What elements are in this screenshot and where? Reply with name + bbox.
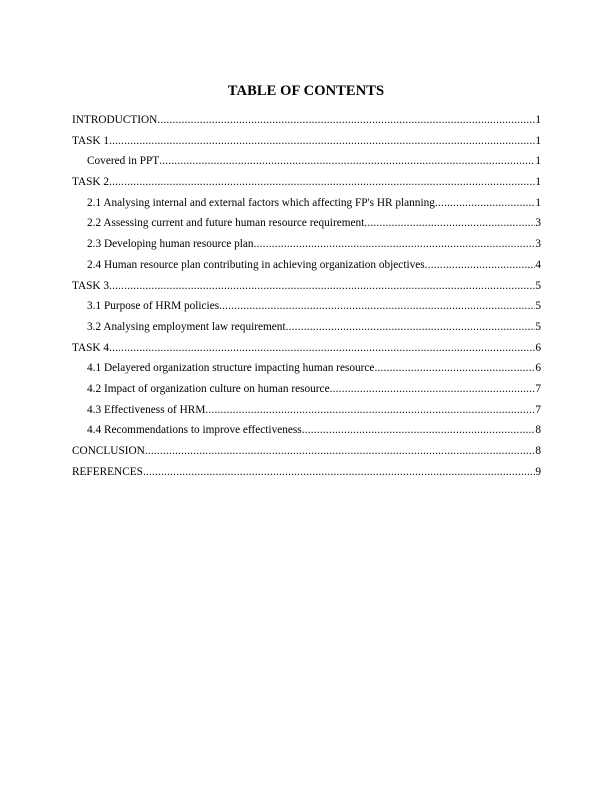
toc-entry-page: 3 — [535, 238, 541, 251]
toc-dot-leader — [205, 403, 535, 417]
toc-entry-page: 8 — [535, 445, 541, 457]
toc-entry-label: 4.2 Impact of organization culture on human resource — [87, 382, 330, 395]
toc-entry-label: 3.1 Purpose of HRM policies — [87, 300, 220, 313]
toc-entry[interactable] — [72, 279, 541, 300]
toc-entry[interactable] — [72, 465, 541, 486]
toc-entry[interactable] — [72, 403, 541, 424]
toc-title: TABLE OF CONTENTS — [227, 83, 385, 99]
toc-entry[interactable] — [72, 113, 541, 134]
toc-entry[interactable] — [72, 382, 541, 403]
toc-entry-page: 3 — [535, 217, 541, 230]
toc-entry-label: CONCLUSION — [72, 445, 145, 457]
toc-entry[interactable] — [72, 216, 541, 237]
toc-entry-page: 1 — [535, 155, 541, 168]
toc-entry-label: Covered in PPT — [87, 155, 160, 168]
toc-entry[interactable] — [72, 299, 541, 320]
toc-entry-page: 1 — [535, 134, 541, 147]
toc-dot-leader — [145, 444, 536, 458]
toc-entry-page: 5 — [535, 320, 541, 333]
toc-entry[interactable] — [72, 175, 541, 196]
toc-entry-label: TASK 3 — [72, 279, 110, 292]
toc-dot-leader — [109, 279, 535, 293]
toc-dot-leader — [435, 196, 535, 210]
toc-entry-label: 2.4 Human resource plan contributing in achieving organization objectives — [87, 258, 425, 271]
toc-dot-leader — [219, 299, 535, 313]
toc-entry-page: 8 — [535, 424, 541, 437]
toc-entry-page: 1 — [535, 176, 541, 189]
toc-entry[interactable] — [72, 444, 541, 465]
toc-entry-page: 7 — [535, 382, 541, 395]
toc-dot-leader — [109, 175, 535, 189]
toc-entry[interactable] — [72, 196, 541, 217]
toc-entry-label: 2.3 Developing human resource plan — [87, 238, 254, 251]
toc-dot-leader — [374, 361, 535, 375]
toc-dot-leader — [364, 216, 535, 230]
toc-dot-leader — [330, 382, 536, 396]
toc-entry[interactable] — [72, 423, 541, 444]
toc-dot-leader — [157, 113, 535, 127]
toc-entry-page: 1 — [535, 196, 541, 209]
toc-list — [72, 113, 541, 485]
toc-entry-label: INTRODUCTION — [72, 114, 158, 126]
toc-entry[interactable] — [72, 320, 541, 341]
toc-entry[interactable] — [72, 361, 541, 382]
toc-entry-label: TASK 1 — [72, 134, 110, 147]
toc-entry-page: 1 — [535, 114, 541, 126]
toc-entry-label: 2.2 Assessing current and future human resource requirement — [87, 217, 365, 230]
toc-entry-page: 5 — [535, 279, 541, 292]
toc-entry-page: 4 — [535, 258, 541, 271]
toc-entry-label: 3.2 Analysing employment law requirement — [87, 320, 286, 333]
toc-entry-label: REFERENCES — [72, 465, 143, 478]
toc-entry-page: 9 — [535, 465, 541, 478]
toc-entry-label: 2.1 Analysing internal and external factors which affecting FP's HR planning — [87, 196, 435, 209]
toc-dot-leader — [425, 258, 536, 272]
toc-dot-leader — [143, 465, 535, 479]
toc-dot-leader — [159, 154, 535, 168]
toc-entry-page: 5 — [535, 300, 541, 313]
toc-dot-leader — [286, 320, 536, 334]
toc-dot-leader — [109, 134, 535, 148]
toc-entry-page: 6 — [535, 362, 541, 375]
toc-dot-leader — [302, 423, 536, 437]
toc-entry[interactable] — [72, 258, 541, 279]
toc-entry[interactable] — [72, 237, 541, 258]
toc-entry-page: 7 — [535, 403, 541, 416]
toc-entry[interactable] — [72, 341, 541, 362]
toc-entry-page: 6 — [535, 341, 541, 354]
toc-dot-leader — [254, 237, 536, 251]
toc-entry-label: TASK 4 — [72, 341, 110, 354]
toc-entry[interactable] — [72, 154, 541, 175]
toc-entry-label: 4.3 Effectiveness of HRM — [87, 403, 206, 416]
toc-entry-label: 4.4 Recommendations to improve effectiveness — [87, 424, 302, 437]
toc-entry-label: TASK 2 — [72, 176, 110, 189]
toc-entry[interactable] — [72, 134, 541, 155]
toc-entry-label: 4.1 Delayered organization structure impacting human resource — [87, 362, 375, 375]
toc-dot-leader — [109, 341, 535, 355]
